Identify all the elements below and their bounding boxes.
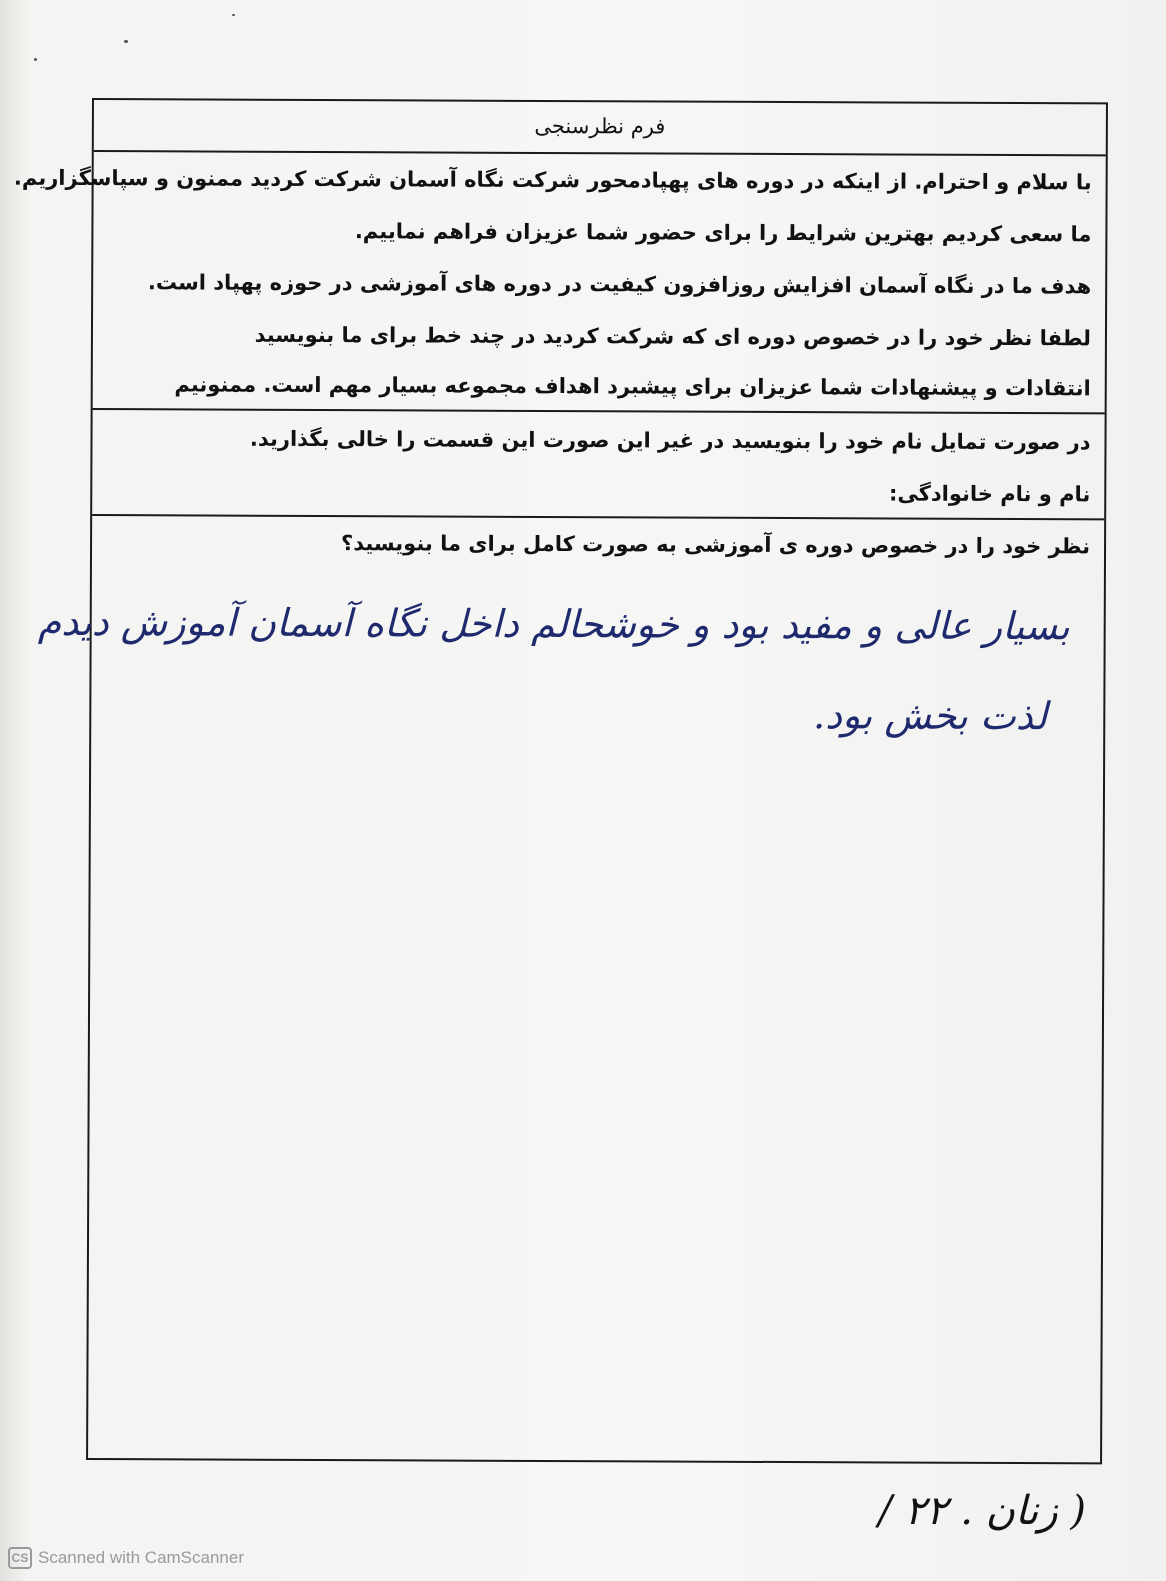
intro-line: انتقادات و پیشنهادات شما عزیزان برای پیشبرد اهداف مجموعه بسیار مهم است. ممنونیم <box>174 372 1091 401</box>
watermark-text: Scanned with CamScanner <box>38 1548 245 1567</box>
scan-speck <box>34 58 37 61</box>
camscanner-watermark <box>8 1547 244 1569</box>
survey-form <box>13 98 1108 1464</box>
scan-speck <box>232 14 235 16</box>
handwritten-comment-line: بسیار عالی و مفید بود و خوشحالم داخل نگاه آسمان آموزش دیدم <box>37 599 1070 649</box>
intro-line: ما سعی کردیم بهترین شرایط را برای حضور شما عزیزان فراهم نماییم. <box>354 219 1092 247</box>
handwritten-footer-note: ( زنان . ۲۲ / <box>878 1488 1086 1534</box>
handwritten-comment-line: لذت بخش بود. <box>812 693 1048 739</box>
comment-prompt: نظر خود را در خصوص دوره ی آموزشی به صورت کامل برای ما بنویسید؟ <box>341 531 1091 559</box>
camscanner-logo-icon: CS <box>8 1547 32 1569</box>
intro-line: لطفا نظر خود را در خصوص دوره ای که شرکت کردید در چند خط برای ما بنویسید <box>254 322 1092 351</box>
intro-line: با سلام و احترام. از اینکه در دوره های پهپادمحور شرکت نگاه آسمان شرکت کردید ممنون و سپاسگزاریم. <box>13 165 1092 195</box>
scan-speck <box>124 40 128 43</box>
intro-line: هدف ما در نگاه آسمان افزایش روزافزون کیفیت در دوره های آموزشی در حوزه پهپاد است. <box>147 270 1092 299</box>
name-label: نام و نام خانوادگی: <box>889 481 1091 507</box>
form-title-row <box>94 100 1106 156</box>
form-title: فرم نظرسنجی <box>534 113 666 139</box>
name-instruction: در صورت تمایل نام خود را بنویسید در غیر این صورت این قسمت را خالی بگذارید. <box>249 426 1091 455</box>
